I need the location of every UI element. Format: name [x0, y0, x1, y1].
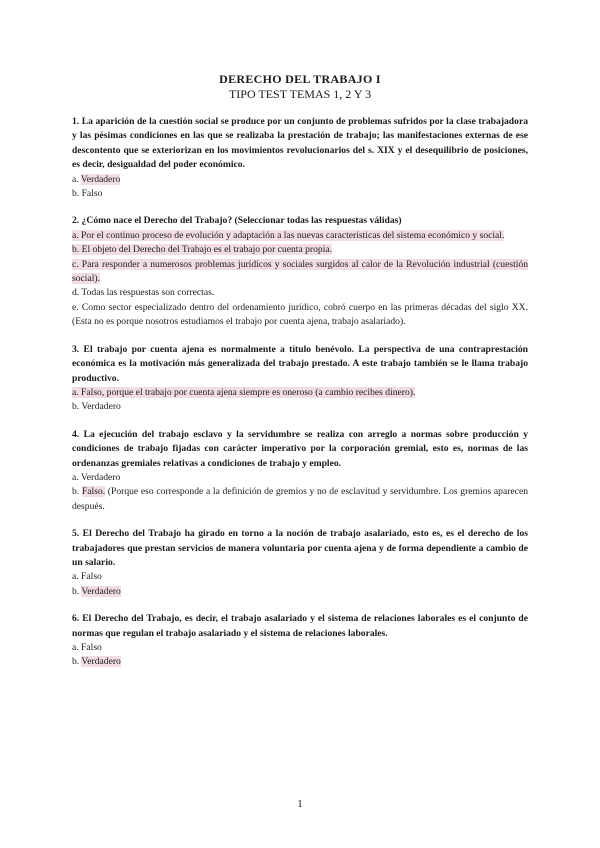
option-prefix: b.: [72, 656, 82, 668]
highlighted-answer: a. Por el continuo proceso de evolución y adaptación a las nuevas características del sistema económico y social.: [72, 229, 505, 241]
option-a: [72, 386, 528, 400]
question-text: 3. El trabajo por cuenta ajena es normalmente a título benévolo. La perspectiva de una contraprestación económica es la motivación más generalizada del trabajo prestado. A este trabajo también se le llama trabajo productivo.: [72, 343, 528, 384]
option-prefix: b.: [72, 585, 82, 597]
question-4: [72, 428, 528, 514]
option-a: [72, 173, 528, 187]
question-text: 5. El Derecho del Trabajo ha girado en torno a la noción de trabajo asalariado, esto es, es el derecho de los trabajadores que prestan servicios de manera voluntaria por cuenta ajena y de forma dependiente a cambio de un salario.: [72, 528, 528, 568]
question-3: [72, 343, 528, 415]
option-d: [72, 286, 528, 300]
option-e: [72, 301, 528, 330]
option-b: [72, 243, 528, 257]
highlighted-answer: a. Falso, porque el trabajo por cuenta ajena siempre es oneroso (a cambio recibes dinero).: [72, 386, 416, 398]
question-text: 6. El Derecho del Trabajo, es decir, el trabajo asalariado y el sistema de relaciones laborales es el conjunto de normas que regulan el trabajo asalariado y el sistema de relaciones laborales.: [72, 613, 528, 639]
option-c: [72, 258, 528, 287]
option-text: d. Todas las respuestas son correctas.: [72, 287, 215, 299]
option-text: e. Como sector especializado dentro del ordenamiento jurídico, cobró cuerpo en las primeras décadas del siglo XX. (Esta no es porque nosotros estudiamos el trabajo por cuenta ajena, trabajo asalariado).: [72, 301, 528, 328]
highlighted-answer: Verdadero: [81, 656, 121, 668]
option-a: [72, 641, 528, 655]
highlighted-answer: Falso.: [81, 486, 106, 498]
option-a: [72, 471, 528, 485]
highlighted-answer: Verdadero: [80, 173, 121, 185]
option-b: [72, 485, 528, 514]
document-subtitle: TIPO TEST TEMAS 1, 2 Y 3: [228, 87, 372, 101]
option-text: b. Falso: [72, 188, 103, 200]
question-text: 4. La ejecución del trabajo esclavo y la servidumbre se realiza con arreglo a normas sobre producción y condiciones de trabajo fijadas con carácter imperativo por la corporación gremial, esto es, normas de las ordenanzas gremiales relativas a condiciones de trabajo y empleo.: [72, 428, 528, 469]
option-text: a. Falso: [72, 571, 102, 583]
option-b: [72, 585, 528, 599]
question-2: [72, 214, 528, 329]
page-number: 1: [297, 798, 303, 810]
question-5: [72, 527, 528, 599]
option-a: [72, 229, 528, 243]
document-title: DERECHO DEL TRABAJO I: [219, 72, 381, 86]
option-explanation: (Porque eso corresponde a la definición de gremios y no de esclavitud y servidumbre. Los gremios aparecen después.: [72, 486, 529, 512]
option-prefix: b.: [72, 486, 82, 498]
option-text: a. Falso: [72, 642, 102, 653]
question-6: [72, 612, 528, 670]
highlighted-answer: c. Para responder a numerosos problemas jurídicos y sociales surgidos al calor de la Revolución industrial (cuestión social).: [72, 258, 528, 285]
option-prefix: a.: [72, 173, 81, 185]
option-a: [72, 570, 528, 584]
question-text: 2. ¿Cómo nace el Derecho del Trabajo? (Seleccionar todas las respuestas válidas): [72, 215, 402, 227]
question-1: [72, 115, 528, 201]
option-text: a. Verdadero: [72, 471, 121, 483]
document-page: [72, 72, 528, 683]
option-b: [72, 655, 528, 669]
highlighted-answer: b. El objeto del Derecho del Trabajo es el trabajo por cuenta propia.: [72, 244, 333, 256]
highlighted-answer: Verdadero: [81, 585, 121, 597]
option-text: b. Verdadero: [72, 401, 121, 413]
option-b: [72, 400, 528, 414]
option-b: [72, 187, 528, 201]
question-text: 1. La aparición de la cuestión social se produce por un conjunto de problemas sufridos por la clase trabajadora y las pésimas condiciones en las que se realizaba la prestación de trabajo; las manifestaciones externas de ese descontento que se exteriorizan en los movimientos revolucionarios del s. XIX y el desequilibrio de posiciones, es decir, desigualdad del poder económico.: [72, 116, 528, 171]
